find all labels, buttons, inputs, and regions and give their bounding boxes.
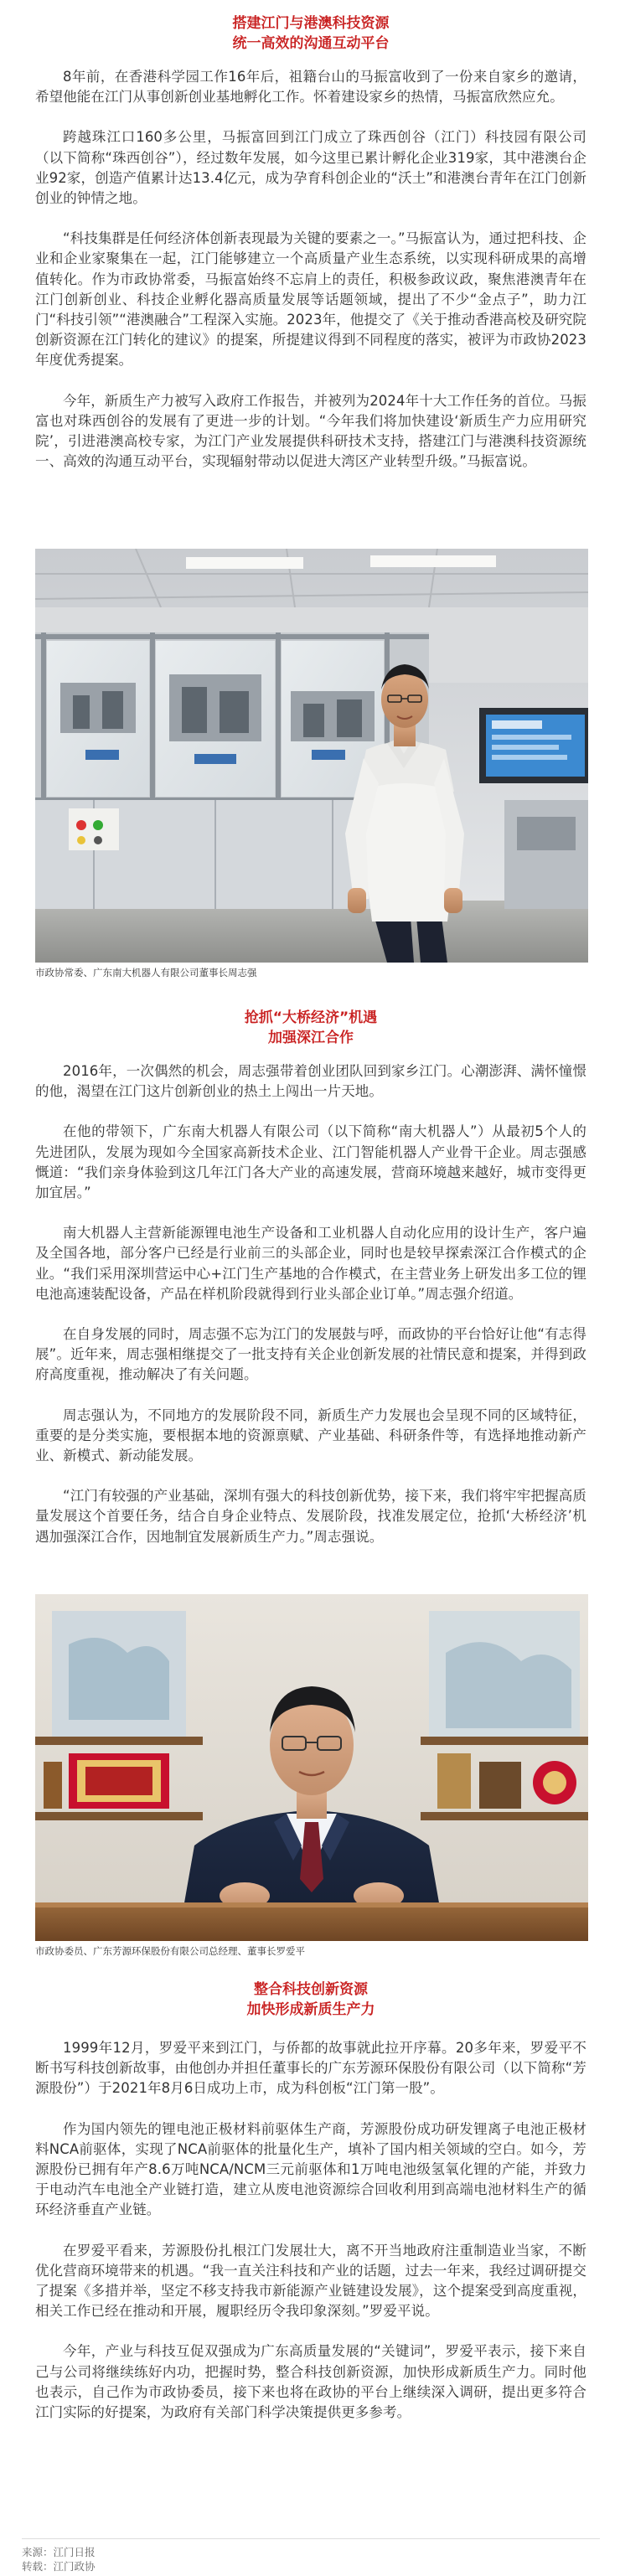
source-value: 江门日报	[53, 2546, 96, 2558]
photo-caption: 市政协常委、广东南大机器人有限公司董事长周志强	[35, 967, 257, 978]
section-2-body	[35, 1061, 586, 1547]
paragraph: 南大机器人主营新能源锂电池生产设备和工业机器人自动化应用的设计生产，客户遍及全国各地，部分客户已经是行业前三的头部企业，同时也是较早探索深江合作模式的企业。“我们采用深圳营运中心+江门生产基地的合作模式，在主营业务上研发出多工位的锂电池高速装配设备，产品在样机阶段就得到行业头部企业订单。”周志强介绍道。	[35, 1225, 586, 1302]
paragraph: 在自身发展的同时，周志强不忘为江门的发展鼓与呼，而政协的平台恰好让他“有志得展”。近年来，周志强相继提交了一批支持有关企业创新发展的社情民意和提案，并得到政府高度重视，推动解决了有关问题。	[35, 1326, 586, 1383]
section-1-heading: 搭建江门与港澳科技资源 统一高效的沟通互动平台	[232, 15, 390, 52]
source-label: 来源：	[22, 2546, 54, 2558]
paragraph: 2016年，一次偶然的机会，周志强带着创业团队回到家乡江门。心潮澎湃、满怀憧憬的他，渴望在江门这片创新创业的热土上闯出一片天地。	[35, 1063, 586, 1100]
paragraph: 在罗爱平看来，芳源股份扎根江门发展壮大，离不开当地政府注重制造业当家，不断优化营商环境带来的机遇。“我一直关注科技和产业的话题，过去一年来，我经过调研提交了提案《多措并举，坚定不移支持我市新能源产业链建设发展》，这个提案受到高度重视，相关工作已经在推动和开展，履职经历令我印象深刻。”罗爱平说。	[35, 2242, 586, 2320]
repost-value: 江门政协	[53, 2560, 96, 2573]
paragraph: 作为国内领先的锂电池正极材料前驱体生产商，芳源股份成功研发锂离子电池正极材料NCA前驱体，实现了NCA前驱体的批量化生产，填补了国内相关领域的空白。如今，芳源股份已拥有年产8.6万吨NCA/NCM三元前驱体和1万吨电池级氢氧化锂的产能，并致力于电动汽车电池全产业链打造，建立从废电池资源综合回收利用到高端电池材料生产的循环经济垂直产业链。	[35, 2120, 586, 2218]
source-line	[22, 2545, 96, 2560]
photo-office-portrait	[35, 1594, 588, 1941]
section-3-heading: 整合科技创新资源 加快形成新质生产力	[246, 1981, 375, 2018]
repost-line	[22, 2559, 96, 2574]
paragraph: 1999年12月，罗爱平来到江门，与侨都的故事就此拉开序幕。20多年来，罗爱平不断书写科技创新故事，由他创办并担任董事长的广东芳源环保股份有限公司（以下简称“芳源股份”）于2021年8月6日成功上市，成为科创板“江门第一股”。	[35, 2040, 586, 2097]
paragraph: 8年前，在香港科学园工作16年后，祖籍台山的马振富收到了一份来自家乡的邀请，希望他能在江门从事创新创业基地孵化工作。怀着建设家乡的热情，马振富欣然应允。	[35, 69, 586, 106]
section-2	[35, 1008, 586, 1048]
paragraph: 今年，产业与科技互促双强成为广东高质量发展的“关键词”，罗爱平表示，接下来自己与公司将继续练好内功，把握时势，整合科技创新资源，加快形成新质生产力。同时他也表示，自己作为市政协委员，接下来也将在政协的平台上继续深入调研，提出更多符合江门实际的好提案，为政府有关部门科学决策提供更多参考。	[35, 2343, 586, 2421]
paragraph: 跨越珠江口160多公里，马振富回到江门成立了珠西创谷（江门）科技园有限公司（以下简称“珠西创谷”），经过数年发展，如今这里已累计孵化企业319家，其中港澳台企业92家，创造产值累计达13.4亿元，成为孕育科创企业的“沃土”和港澳台青年在江门创新创业的钟情之地。	[35, 129, 586, 207]
photo-robot-lab	[35, 549, 588, 963]
section-3	[35, 1980, 586, 2020]
section-1-body	[35, 67, 586, 472]
paragraph: “江门有较强的产业基础，深圳有强大的科技创新优势，接下来，我们将牢牢把握高质量发展这个首要任务，结合自身企业特点、发展阶段，找准发展定位，抢抓‘大桥经济’机遇加强深江合作，因地制宜发展新质生产力。”周志强说。	[35, 1488, 586, 1545]
section-3-body	[35, 2038, 586, 2423]
paragraph: 今年，新质生产力被写入政府工作报告，并被列为2024年十大工作任务的首位。马振富也对珠西创谷的发展有了更进一步的计划。“今年我们将加快建设‘新质生产力应用研究院’，引进港澳高校专家，为江门产业发展提供科研技术支持，搭建江门与港澳科技资源统一、高效的沟通互动平台，实现辐射带动以促进大湾区产业转型升级。”马振富说。	[35, 392, 586, 470]
paragraph: 在他的带领下，广东南大机器人有限公司（以下简称“南大机器人”）从最初5个人的先进团队，发展为现如今全国家高新技术企业、江门智能机器人产业骨干企业。周志强感慨道：“我们亲身体验到这几年江门各大产业的高速发展，营商环境越来越好，城市变得更加宜居。”	[35, 1123, 586, 1201]
section-1	[35, 13, 586, 54]
footer-divider	[22, 2538, 600, 2539]
repost-label: 转载：	[22, 2560, 54, 2573]
section-2-heading: 抢抓“大桥经济”机遇 加强深江合作	[244, 1009, 378, 1046]
photo-caption: 市政协委员、广东芳源环保股份有限公司总经理、董事长罗爱平	[35, 1945, 305, 1957]
paragraph: “科技集群是任何经济体创新表现最为关键的要素之一。”马振富认为，通过把科技、企业和企业家聚集在一起，江门能够建立一个高质量产业生态系统，以实现科研成果的高增值转化。作为市政协常委，马振富始终不忘肩上的责任，积极参政议政，聚焦港澳青年在江门创新创业、科技企业孵化器高质量发展等话题领域，提出了不少“金点子”，助力江门“科技引领”“港澳融合”工程深入实施。2023年，他提交了《关于推动香港高校及研究院创新资源在江门转化的建议》的提案，所提建议得到不同程度的落实，被评为市政协2023年度优秀提案。	[35, 230, 586, 369]
paragraph: 周志强认为，不同地方的发展阶段不同，新质生产力发展也会呈现不同的区域特征，重要的是分类实施，要根据本地的资源禀赋、产业基础、科研条件等，有选择地推动新产业、新模式、新动能发展。	[35, 1407, 586, 1464]
